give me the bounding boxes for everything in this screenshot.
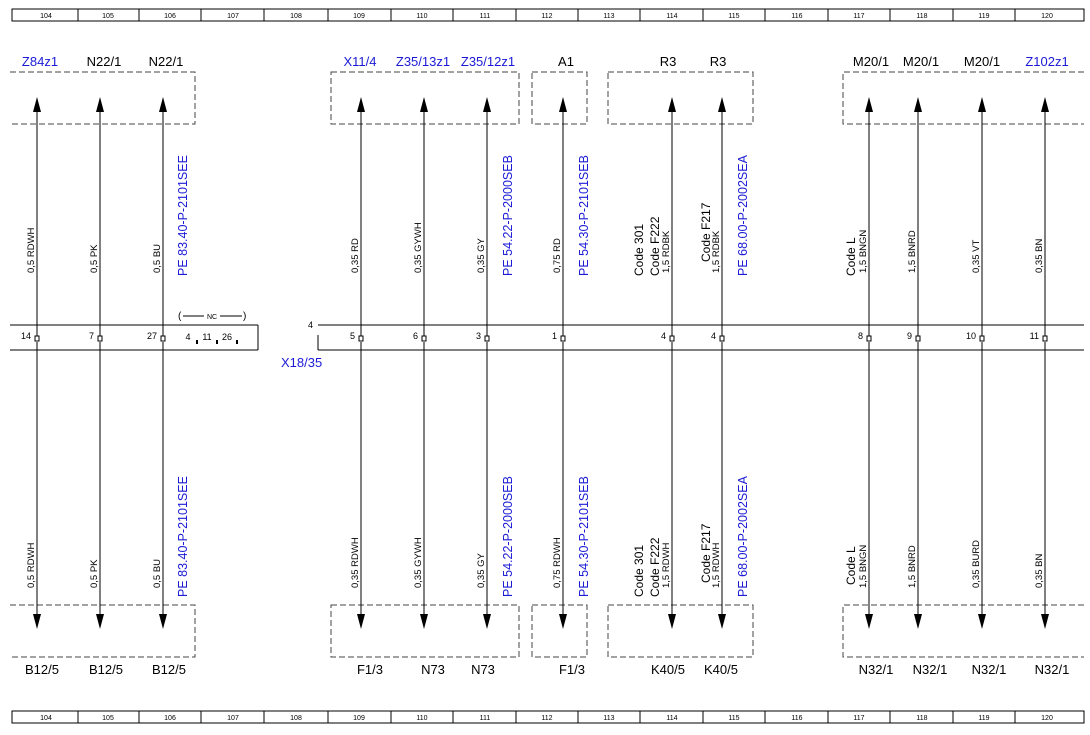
arrow-up-icon <box>96 97 104 112</box>
bottom-ruler <box>12 711 1084 723</box>
pin-marker <box>867 336 871 341</box>
pe-ref-lower: PE 83.40-P-2101SEE <box>176 476 190 597</box>
component-label: N32/1 <box>858 662 894 677</box>
wire-label-upper: 0,5 PK <box>89 244 100 273</box>
ruler-cell: 117 <box>853 13 865 20</box>
pin-number: 6 <box>412 331 418 341</box>
arrow-down-icon <box>420 614 428 629</box>
ruler-cell: 118 <box>916 715 928 722</box>
ruler-cell: 108 <box>290 715 302 722</box>
component-box <box>331 605 519 657</box>
ruler-cell: 104 <box>40 715 52 722</box>
wire-label-lower: 0,75 RDWH <box>552 537 563 588</box>
component-box <box>843 72 1084 124</box>
wire-label-lower: 1,5 BNGN <box>858 544 869 588</box>
wire-label-lower: 0,35 GY <box>476 553 487 588</box>
wire-label-lower: 0,5 PK <box>89 559 100 588</box>
ruler-cell: 113 <box>603 715 615 722</box>
pin-number: 4 <box>710 331 716 341</box>
component-label: Z102z1 <box>1025 54 1069 69</box>
top-component-boxes <box>10 72 1084 124</box>
pe-ref-upper: PE 83.40-P-2101SEE <box>176 155 190 276</box>
ruler-cell: 106 <box>164 13 176 20</box>
ruler-cell: 119 <box>978 13 990 20</box>
component-label: N32/1 <box>1034 662 1070 677</box>
component-label: N73 <box>421 662 445 677</box>
code-label: Code F217 <box>699 202 713 262</box>
component-label: R3 <box>709 54 727 69</box>
wire-label-upper: 1,5 BNRD <box>907 230 918 273</box>
arrow-up-icon <box>718 97 726 112</box>
connector-x18-35 <box>10 311 1084 370</box>
pin-number: 7 <box>88 331 94 341</box>
wire-label-upper: 0,5 BU <box>152 243 163 273</box>
wire-label-lower: 1,5 RDWH <box>711 542 722 588</box>
wire-label-upper: 1,5 RDBK <box>661 230 672 273</box>
component-label: A1 <box>558 54 574 69</box>
component-box <box>532 605 587 657</box>
code-label: Code 301 <box>632 544 646 597</box>
code-label: Code F217 <box>699 523 713 583</box>
wire-label-lower: 1,5 RDWH <box>661 542 672 588</box>
connector-pin-count: 4 <box>307 320 313 330</box>
arrow-down-icon <box>159 614 167 629</box>
arrow-up-icon <box>914 97 922 112</box>
arrow-down-icon <box>914 614 922 629</box>
component-label: B12/5 <box>152 662 186 677</box>
svg-text:): ) <box>243 311 247 322</box>
pe-ref-upper: PE 54.22-P-2000SEB <box>501 155 515 276</box>
arrow-down-icon <box>559 614 567 629</box>
pin-marker <box>161 336 165 341</box>
component-label: K40/5 <box>651 662 685 677</box>
component-box <box>331 72 519 124</box>
wire-label-upper: 0,35 GY <box>476 238 487 273</box>
ruler-cell: 104 <box>40 13 52 20</box>
ruler-cell: 107 <box>227 13 239 20</box>
arrow-up-icon <box>865 97 873 112</box>
component-label: Z84z1 <box>21 54 59 69</box>
arrow-up-icon <box>420 97 428 112</box>
component-label: N22/1 <box>148 54 184 69</box>
ruler-cell: 112 <box>541 13 553 20</box>
wire-label-lower: 0,5 BU <box>152 558 163 588</box>
pe-references <box>176 154 750 597</box>
pin-number: 11 <box>1029 331 1039 341</box>
component-box <box>532 72 587 124</box>
component-label: Z35/13z1 <box>395 54 451 69</box>
top-ruler <box>12 9 1084 21</box>
arrow-up-icon <box>978 97 986 112</box>
pin-marker <box>98 336 102 341</box>
wire-label-upper: 0,35 BN <box>1034 238 1045 273</box>
wire-label-lower: 0,35 BN <box>1034 553 1045 588</box>
ruler-cell: 110 <box>416 13 428 20</box>
component-box <box>10 605 195 657</box>
wire-label-lower: 0,5 RDWH <box>26 542 37 588</box>
ruler-cell: 107 <box>227 715 239 722</box>
ruler-cell: 105 <box>102 13 114 20</box>
ruler-cell: 114 <box>666 715 678 722</box>
nc-bracket <box>178 311 246 322</box>
component-label: M20/1 <box>963 54 1001 69</box>
component-box <box>608 605 753 657</box>
component-box <box>10 72 195 124</box>
arrow-up-icon <box>559 97 567 112</box>
ruler-cell: 106 <box>164 715 176 722</box>
wire-label-lower: 0,35 RDWH <box>350 537 361 588</box>
component-label: N32/1 <box>971 662 1007 677</box>
ruler-cell: 113 <box>603 13 615 20</box>
pin-number: 4 <box>660 331 666 341</box>
pin-marker <box>422 336 426 341</box>
wire-label-upper: 0,35 RD <box>350 238 361 273</box>
ruler-cell: 110 <box>416 715 428 722</box>
ruler-cell: 120 <box>1041 13 1053 20</box>
arrow-down-icon <box>357 614 365 629</box>
pin-number: 5 <box>349 331 355 341</box>
ruler-cell: 109 <box>353 13 365 20</box>
pin-number: 14 <box>20 331 31 341</box>
arrow-up-icon <box>357 97 365 112</box>
ruler-cell: 119 <box>978 715 990 722</box>
ruler-cell: 109 <box>353 715 365 722</box>
nc-label: NC <box>206 314 218 321</box>
wire-label-lower: 0,35 GYWH <box>413 537 424 588</box>
bottom-component-labels <box>25 662 1069 677</box>
component-box <box>608 72 753 124</box>
pin-marker <box>980 336 984 341</box>
ruler-cell: 111 <box>479 715 491 722</box>
ruler-cell: 105 <box>102 715 114 722</box>
component-label: R3 <box>659 54 677 69</box>
arrow-down-icon <box>718 614 726 629</box>
pe-ref-upper: PE 68.00-P-2002SEA <box>736 155 750 276</box>
pe-ref-lower: PE 54.22-P-2000SEB <box>501 476 515 597</box>
wire-label-upper: 0,75 RD <box>552 238 563 273</box>
pin-marker <box>359 336 363 341</box>
nc-pin: 26 <box>221 332 233 342</box>
wire-label-lower: 1,5 BNRD <box>907 545 918 588</box>
wire-label-lower: 0,35 BURD <box>971 539 982 588</box>
arrow-up-icon <box>483 97 491 112</box>
arrow-down-icon <box>483 614 491 629</box>
ruler-cell: 118 <box>916 13 928 20</box>
pin-marker <box>35 336 39 341</box>
ruler-cell: 115 <box>728 13 740 20</box>
pin-number: 10 <box>965 331 976 341</box>
code-label: Code L <box>844 237 858 276</box>
nc-pin: 4 <box>185 332 191 342</box>
nc-pin: 11 <box>202 332 212 342</box>
pe-ref-lower: PE 54.30-P-2101SEB <box>577 476 591 597</box>
pin-marker <box>485 336 489 341</box>
ruler-cell: 116 <box>791 715 803 722</box>
arrow-down-icon <box>96 614 104 629</box>
component-label: B12/5 <box>89 662 123 677</box>
component-label: Z35/12z1 <box>460 54 516 69</box>
bottom-component-boxes <box>10 605 1084 657</box>
pin-number: 27 <box>146 331 157 341</box>
component-label: N22/1 <box>86 54 122 69</box>
arrow-up-icon <box>1041 97 1049 112</box>
pin-number: 1 <box>551 331 557 341</box>
pin-marker <box>670 336 674 341</box>
wire-label-upper: 1,5 BNGN <box>858 229 869 273</box>
ruler-cell: 115 <box>728 715 740 722</box>
pin-marker <box>1043 336 1047 341</box>
svg-text:(: ( <box>178 311 182 322</box>
ruler-cell: 108 <box>290 13 302 20</box>
arrow-up-icon <box>668 97 676 112</box>
component-label: M20/1 <box>902 54 940 69</box>
pin-marker <box>916 336 920 341</box>
arrow-down-icon <box>33 614 41 629</box>
component-label: F1/3 <box>356 662 384 677</box>
wire-label-upper: 0,35 VT <box>971 239 982 273</box>
ruler-cell: 120 <box>1041 715 1053 722</box>
code-label: Code 301 <box>632 223 646 276</box>
code-label: Code F222 <box>648 216 662 276</box>
ruler-cell: 116 <box>791 13 803 20</box>
component-label: F1/3 <box>558 662 586 677</box>
wire-label-upper: 1,5 RDBK <box>711 230 722 273</box>
component-box <box>843 605 1084 657</box>
ruler-cell: 117 <box>853 715 865 722</box>
component-label: N32/1 <box>912 662 948 677</box>
pe-ref-upper: PE 54.30-P-2101SEB <box>577 155 591 276</box>
top-component-labels <box>22 54 1069 69</box>
component-label: N73 <box>471 662 495 677</box>
pin-number: 9 <box>906 331 912 341</box>
ruler-cell: 111 <box>479 13 491 20</box>
code-label: Code L <box>844 546 858 585</box>
connector-name: X18/35 <box>281 355 323 370</box>
pin-number: 8 <box>857 331 863 341</box>
component-label: M20/1 <box>852 54 890 69</box>
arrow-down-icon <box>668 614 676 629</box>
component-label: B12/5 <box>25 662 59 677</box>
component-label: X11/4 <box>343 54 377 69</box>
arrow-down-icon <box>1041 614 1049 629</box>
code-label: Code F222 <box>648 537 662 597</box>
wire-label-upper: 0,35 GYWH <box>413 222 424 273</box>
arrow-up-icon <box>33 97 41 112</box>
pin-number: 3 <box>475 331 481 341</box>
ruler-cell: 114 <box>666 13 678 20</box>
arrow-up-icon <box>159 97 167 112</box>
component-label: K40/5 <box>704 662 738 677</box>
arrow-down-icon <box>865 614 873 629</box>
pin-marker <box>720 336 724 341</box>
wire-label-upper: 0,5 RDWH <box>26 227 37 273</box>
arrow-down-icon <box>978 614 986 629</box>
pin-marker <box>561 336 565 341</box>
ruler-cell: 112 <box>541 715 553 722</box>
pe-ref-lower: PE 68.00-P-2002SEA <box>736 476 750 597</box>
